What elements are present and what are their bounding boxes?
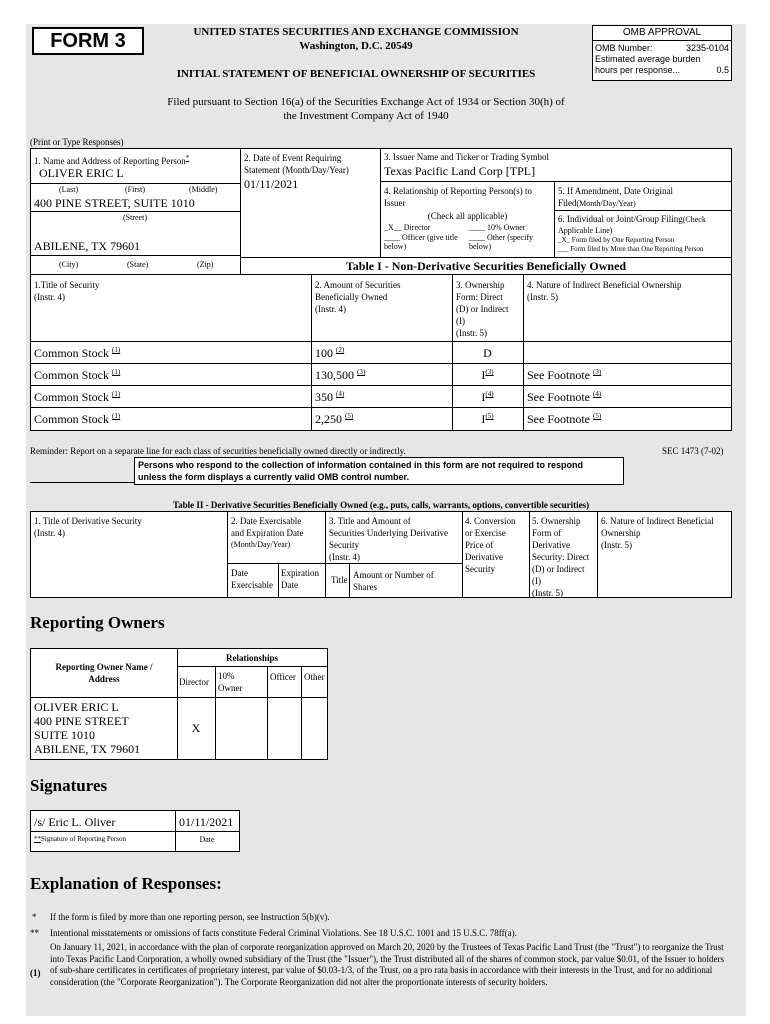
- box-event-date: [240, 148, 381, 258]
- row2-form: $I^{(3)}$: [481, 368, 494, 382]
- row3-form: $I^{(4)}$: [481, 390, 494, 404]
- box1-label: 1. Name and Address of Reporting Person: [34, 156, 186, 166]
- signature-mark: **: [34, 835, 41, 843]
- reporting-person-name: OLIVER ERIC L: [39, 166, 124, 180]
- signature-label: Signature of Reporting Person: [41, 835, 126, 843]
- table2-col2-sub-a: Date Exercisable: [231, 568, 273, 590]
- form-label: FORM 3: [32, 27, 144, 55]
- row2-amount: 130,500 $^{(3)}$: [315, 368, 366, 382]
- table1-col1-header: 1.Title of Security (Instr. 4): [34, 280, 100, 302]
- table2-col1-header: 1. Title of Derivative Security (Instr. 4): [34, 516, 142, 538]
- signature-value: /s/ Eric L. Oliver: [34, 815, 116, 829]
- table-row: Common Stock $^{(1)}$: [34, 390, 121, 404]
- reporting-person-street: 400 PINE STREET, SUITE 1010: [34, 196, 195, 210]
- director-mark: X: [191, 721, 201, 735]
- table2-col2-sub-b: Expiration Date: [281, 568, 319, 590]
- box-amendment: [554, 181, 732, 211]
- reporting-person-city: ABILENE, TX 79601: [34, 239, 141, 253]
- box-filing: [554, 210, 732, 258]
- table2-col3-header: 3. Title and Amount of Securities Underlying Derivative Security (Instr. 4): [329, 516, 448, 562]
- table1-col3-header: 3. Ownership Form: Direct (D) or Indirect (I) (Instr. 5): [456, 280, 509, 338]
- box2-label-1: 2. Date of Event Requiring: [244, 153, 342, 163]
- box6-opt1: _X_ Form filed by One Reporting Person: [558, 236, 675, 244]
- signatures-heading: Signatures: [30, 776, 108, 795]
- omb-burden-label-2: hours per response...: [595, 65, 681, 75]
- star-mark: *: [32, 912, 37, 922]
- box4-other: ____ Other (specify below): [469, 233, 533, 251]
- dstar-text: Intentional misstatements or omissions of facts constitute Federal Criminal Violations. See 18 U.S.C. 1001 and 15 U.S.C. 78ff(a).: [50, 928, 517, 938]
- row3-amount: 350 $^{(4)}$: [315, 390, 345, 404]
- table2-col3-sub-a: Title: [331, 575, 348, 585]
- print-type-note: (Print or Type Responses): [30, 137, 124, 147]
- event-date: 01/11/2021: [244, 177, 299, 191]
- owner-address: OLIVER ERIC L 400 PINE STREET SUITE 1010 ABILENE, TX 79601: [34, 700, 141, 756]
- director-header: Director: [179, 677, 209, 687]
- table1-col2-header: 2. Amount of Securities Beneficially Owned (Instr. 4): [315, 280, 401, 314]
- table-row: Common Stock $^{(1)}$: [34, 368, 121, 382]
- table1-title: Table I - Non-Derivative Securities Beneficially Owned: [240, 257, 732, 275]
- box1-label-mark: *: [185, 154, 190, 162]
- box5-label-2: Filed: [558, 198, 577, 208]
- star-text: If the form is filed by more than one reporting person, see Instruction 5(b)(v).: [50, 912, 330, 922]
- row4-form: $I^{(5)}$: [481, 412, 494, 426]
- box4-label-2: Issuer: [384, 198, 406, 208]
- row4-amount: 2,250 $^{(5)}$: [315, 412, 354, 426]
- persons-respond-2: unless the form displays a currently valid OMB control number.: [138, 472, 410, 482]
- omb-title: OMB APPROVAL: [593, 26, 731, 41]
- signature-date-label: Date: [199, 835, 215, 844]
- omb-burden-value: 0.5: [716, 65, 729, 75]
- owner-name-header: Reporting Owner Name / Address: [55, 662, 153, 684]
- box5-label-small: (Month/Day/Year): [576, 199, 636, 208]
- omb-burden-label-1: Estimated average burden: [595, 54, 701, 64]
- row4-nature: See Footnote $^{(5)}$: [527, 412, 602, 426]
- box4-ten-pct: ____ 10% Owner: [469, 223, 526, 232]
- table2-col3-sub-b: Amount or Number of Shares: [353, 570, 434, 592]
- omb-number-label: OMB Number:: [595, 43, 653, 53]
- omb-number-value: 3235-0104: [685, 43, 729, 53]
- label-middle: (Middle): [189, 185, 218, 194]
- agency-line-1: UNITED STATES SECURITIES AND EXCHANGE COMMISSION: [193, 26, 519, 38]
- fn1-mark: (1): [30, 968, 41, 978]
- table1-col4-header: 4. Nature of Indirect Beneficial Ownership (Instr. 5): [527, 280, 682, 302]
- form-title: INITIAL STATEMENT OF BENEFICIAL OWNERSHIP OF SECURITIES: [176, 68, 536, 80]
- table1: [30, 274, 732, 431]
- officer-header: Officer: [270, 672, 296, 682]
- label-first: (First): [125, 185, 145, 194]
- box5-label-1: 5. If Amendment, Date Original: [558, 186, 673, 196]
- table-row: Common Stock $^{(1)}$: [34, 346, 121, 360]
- box-issuer: [380, 148, 732, 182]
- explanation-heading: Explanation of Responses:: [30, 874, 222, 893]
- signature-block: [30, 810, 240, 852]
- table2-col6-header: 6. Nature of Indirect Beneficial Ownership (Instr. 5): [601, 516, 714, 550]
- box3-label: 3. Issuer Name and Ticker or Trading Symbol: [384, 152, 549, 162]
- reporting-owners-heading: Reporting Owners: [30, 613, 165, 632]
- box6-label-small: (Check Applicable Line): [558, 215, 706, 235]
- ten-pct-header: 10% Owner: [218, 671, 243, 693]
- issuer-name: Texas Pacific Land Corp [TPL]: [384, 164, 536, 178]
- box4-label-1: 4. Relationship of Reporting Person(s) to: [384, 186, 532, 196]
- row1-form: D: [483, 346, 492, 360]
- row2-nature: See Footnote $^{(3)}$: [527, 368, 602, 382]
- fn1-text: On January 11, 2021, in accordance with the plan of corporate reorganization approved on March 20, 2020 by the Trustees of Texas Pacific Land Trust (the "Trust") to reorganize the Trust into Texas Pacific Land Corporation, a wholly owned subsidiary of the Trust (the "Issuer"), the Trust distributed all of the shares of common stock, par value $0.01, of the Issuer to holders of sub-share certificates in certificates of proprietary interest, par value of $0.03-1/3, of the Trust, on a pro rata basis in accordance with their interests in the Trust, and for no additional consideration (the "Corporate Reorganization"). The Corporate Reorganization did not alter the proportionate interests of security holders.: [50, 942, 724, 987]
- signature-date: 01/11/2021: [179, 815, 234, 829]
- reporting-owners-table: [30, 648, 328, 760]
- dstar-mark: **: [30, 928, 39, 938]
- relationships-header: Relationships: [225, 653, 278, 663]
- label-last: (Last): [59, 185, 79, 194]
- filed-pursuant-2: the Investment Company Act of 1940: [283, 110, 449, 122]
- box4-check: (Check all applicable): [427, 211, 508, 221]
- sec-number: SEC 1473 (7-02): [662, 446, 724, 456]
- box6-label: 6. Individual or Joint/Group Filing: [558, 214, 683, 224]
- box4-director: _X__ Director: [384, 223, 431, 232]
- box-reporting-person: [30, 148, 241, 275]
- row1-amount: 100 $^{(2)}$: [315, 346, 345, 360]
- other-header: Other: [304, 672, 325, 682]
- agency-line-2: Washington, D.C. 20549: [299, 40, 413, 52]
- box2-label-2: Statement (Month/Day/Year): [244, 165, 349, 175]
- table2-col5-header: 5. Ownership Form of Derivative Security: Direct (D) or Indirect (I) (Instr. 5): [532, 516, 590, 598]
- persons-respond-box: [134, 457, 624, 485]
- table2-title: Table II - Derivative Securities Beneficially Owned (e.g., puts, calls, warrants, options, convertible securities): [172, 500, 590, 510]
- form-page: [26, 24, 746, 1016]
- table2: [30, 511, 732, 598]
- label-street: (Street): [123, 213, 147, 222]
- label-zip: (Zip): [197, 260, 214, 269]
- label-city: (City): [59, 260, 79, 269]
- box6-opt2: ___ Form filed by More than One Reporting Person: [558, 245, 704, 253]
- reminder-text: Reminder: Report on a separate line for each class of securities beneficially owned directly or indirectly.: [30, 446, 406, 456]
- row3-nature: See Footnote $^{(4)}$: [527, 390, 602, 404]
- box4-officer: ____ Officer (give title below): [384, 233, 458, 251]
- omb-approval-box: [592, 25, 732, 81]
- table-row: Common Stock $^{(1)}$: [34, 412, 121, 426]
- persons-respond-1: Persons who respond to the collection of information contained in this form are not required to respond: [138, 460, 584, 470]
- table2-col2-header: 2. Date Exercisable and Expiration Date (Month/Day/Year): [231, 516, 304, 549]
- label-state: (State): [127, 260, 149, 269]
- box-relationship: [380, 181, 555, 258]
- filed-pursuant-1: Filed pursuant to Section 16(a) of the Securities Exchange Act of 1934 or Section 30(h) of: [167, 96, 565, 108]
- table2-col4-header: 4. Conversion or Exercise Price of Derivative Security: [465, 516, 516, 574]
